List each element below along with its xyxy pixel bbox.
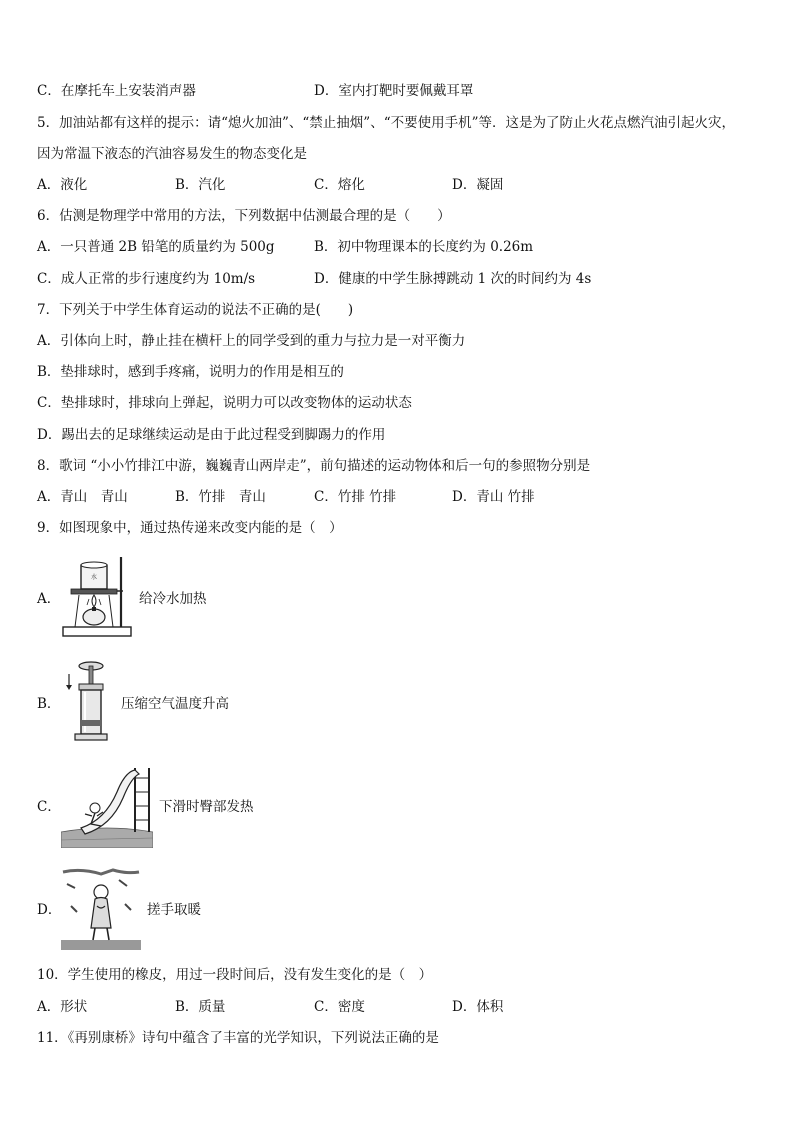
q9-option-d-caption: 搓手取暖: [147, 902, 201, 918]
q9-option-d-letter: D．: [37, 902, 62, 918]
q5-stem-line1: 5．加油站都有这样的提示：请“熄火加油”、“禁止抽烟”、“不要使用手机”等．这是为了防止火花点燃汽油引起火灾，: [37, 115, 735, 131]
q9-option-b: [37, 660, 229, 744]
q8-option-d: D．青山 竹排: [452, 489, 535, 505]
q10-options: [37, 998, 757, 1016]
q7-option-b: B．垫排球时，感到手疼痛，说明力的作用是相互的: [37, 364, 344, 380]
q8-options: [37, 488, 757, 506]
q9-option-a-caption: 给冷水加热: [139, 591, 207, 607]
slide-illustration: [61, 762, 153, 848]
q9-option-a-letter: A．: [37, 591, 61, 607]
q9-option-c: [37, 762, 254, 848]
q9-option-b-caption: 压缩空气温度升高: [121, 696, 229, 712]
q7-option-c: C．垫排球时，排球向上弹起，说明力可以改变物体的运动状态: [37, 395, 412, 411]
q6-option-d: D．健康的中学生脉搏跳动 1 次的时间约为 4s: [314, 271, 592, 287]
air-compression-cylinder-illustration: [61, 660, 115, 744]
q6-options-cd: [37, 270, 757, 288]
q7-option-a: A．引体向上时，静止挂在横杆上的同学受到的重力与拉力是一对平衡力: [37, 333, 466, 349]
q6-option-b: B．初中物理课本的长度约为 0.26m: [314, 239, 534, 255]
q7-option-d: D．踢出去的足球继续运动是由于此过程受到脚踢力的作用: [37, 427, 386, 443]
q9-option-c-letter: C．: [37, 799, 61, 815]
q8-option-b: B．竹排 青山: [175, 489, 266, 505]
q9-stem: 9．如图现象中，通过热传递来改变内能的是（ ）: [37, 520, 343, 536]
q5-option-a: A．液化: [37, 177, 88, 193]
q11-stem: 11．《再别康桥》诗句中蕴含了丰富的光学知识，下列说法正确的是: [37, 1030, 439, 1046]
q9-option-a: [37, 555, 207, 639]
q6-option-c: C．成人正常的步行速度约为 10m/s: [37, 271, 256, 287]
q4-option-d: D．室内打靶时要佩戴耳罩: [314, 83, 474, 99]
beaker-label: 水: [90, 574, 98, 581]
q5-stem-line2: 因为常温下液态的汽油容易发生的物态变化是: [37, 146, 307, 162]
rubbing-hands-illustration: [61, 866, 141, 950]
q5-option-d: D．凝固: [452, 177, 504, 193]
q5-option-b: B．汽化: [175, 177, 226, 193]
q6-stem: 6．估测是物理学中常用的方法，下列数据中估测最合理的是（ ）: [37, 208, 451, 224]
q9-option-c-caption: 下滑时臀部发热: [159, 799, 254, 815]
q9-option-b-letter: B．: [37, 696, 61, 712]
q7-stem: 7．下列关于中学生体育运动的说法不正确的是( ): [37, 302, 354, 318]
q9-option-d: [37, 866, 201, 950]
q4-options-cd: [37, 82, 757, 100]
q6-option-a: A．一只普通 2B 铅笔的质量约为 500g: [37, 239, 275, 255]
q10-option-d: D．体积: [452, 999, 504, 1015]
q5-option-c: C．熔化: [314, 177, 365, 193]
q8-stem: 8．歌词 “小小竹排江中游，巍巍青山两岸走”，前句描述的运动物体和后一句的参照物分别是: [37, 458, 591, 474]
heating-apparatus-illustration: [61, 555, 133, 639]
q8-option-c: C．竹排 竹排: [314, 489, 397, 505]
q4-option-c: C．在摩托车上安装消声器: [37, 83, 196, 99]
q10-option-b: B．质量: [175, 999, 226, 1015]
q5-options: [37, 176, 757, 194]
q10-option-a: A．形状: [37, 999, 88, 1015]
q10-stem: 10．学生使用的橡皮，用过一段时间后，没有发生变化的是（ ）: [37, 967, 433, 983]
q6-options-ab: [37, 238, 757, 256]
q8-option-a: A．青山 青山: [37, 489, 128, 505]
q10-option-c: C．密度: [314, 999, 365, 1015]
